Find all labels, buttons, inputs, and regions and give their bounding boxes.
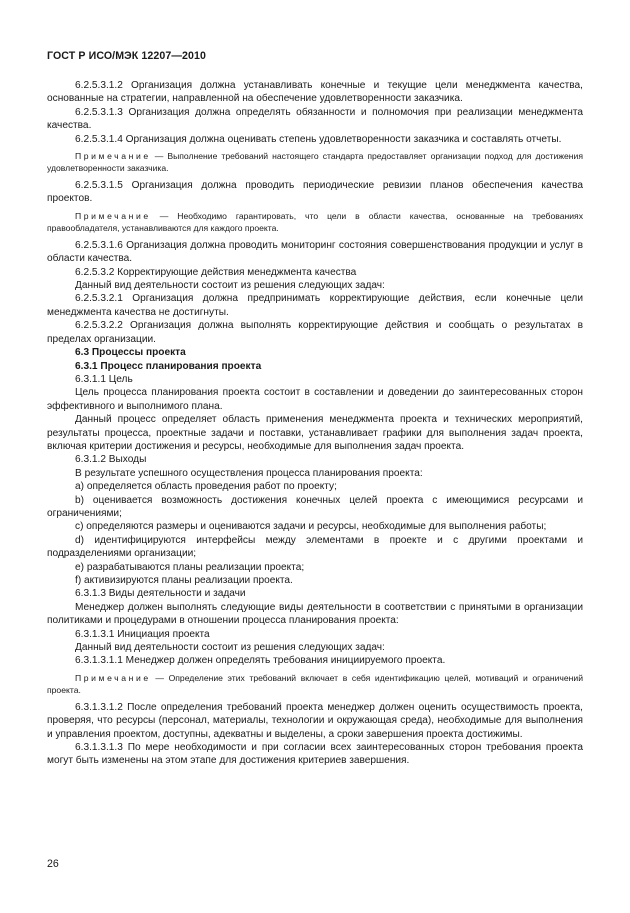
list-item: c) определяются размеры и оцениваются задачи и ресурсы, необходимые для выполнения работы;	[75, 521, 547, 533]
list-item: b) оценивается возможность достижения конечных целей проекта с имеющимися ресурсами и ограничениями;	[47, 494, 583, 519]
paragraph: 6.3.1.3.1.2 После определения требований проекта менеджер должен оценить осуществимость проекта, проверяя, что ресурсы (персонал, материалы, технологии и окружающая среда), необходимые для выполнения и управления проектом, доступны, адекватны и выделены, а сроки завершения проекта достижимы.	[47, 701, 583, 740]
list-item: f) активизируются планы реализации проекта.	[75, 575, 293, 586]
list-item: d) идентифицируются интерфейсы между элементами в проекте и с другими проектами и подразделениями организации;	[47, 534, 583, 560]
paragraph: 6.2.5.3.1.2 Организация должна устанавливать конечные и текущие цели менеджмента качества, основанные на стратегии, направленной на обеспечение удовлетворенности заказчика.	[47, 80, 583, 105]
note-text: — Выполнение требований настоящего стандарта предоставляет организации подход для достижения удовлетворенности заказчика.	[47, 151, 583, 174]
list-item: e) разрабатываются планы реализации проекта;	[75, 561, 305, 573]
note-label: Примечание	[75, 151, 151, 162]
paragraph: 6.2.5.3.1.4 Организация должна оценивать степень удовлетворенности заказчика и составлять отчеты.	[75, 133, 562, 145]
subsection-heading: 6.3.1 Процесс планирования проекта	[75, 360, 262, 372]
note	[47, 150, 583, 174]
note	[47, 210, 583, 234]
paragraph: 6.2.5.3.2 Корректирующие действия менеджмента качества	[75, 266, 357, 278]
paragraph: 6.3.1.3 Виды деятельности и задачи	[75, 588, 246, 600]
paragraph: 6.2.5.3.1.3 Организация должна определять обязанности и полномочия при реализации менеджмента качества.	[47, 106, 583, 132]
paragraph: 6.2.5.3.1.5 Организация должна проводить периодические ревизии планов обеспечения качества проектов.	[47, 180, 583, 205]
page-number: 26	[47, 858, 59, 870]
paragraph: Менеджер должен выполнять следующие виды деятельности в соответствии с принятыми в организации политиками и процедурами в отношении процесса планирования проекта:	[47, 601, 583, 627]
list-item: a) определяется область проведения работ по проекту;	[75, 481, 337, 493]
note	[47, 672, 583, 696]
paragraph: Цель процесса планирования проекта состоит в составлении и доведении до заинтересованных сторон эффективного и выполнимого плана.	[47, 387, 583, 412]
paragraph: Данный вид деятельности состоит из решения следующих задач:	[75, 280, 385, 292]
note-text: — Необходимо гарантировать, что цели в области качества, основанные на требованиях правообладателя, устанавливаются для каждого проекта.	[47, 210, 583, 233]
note-label: Примечание	[75, 672, 151, 683]
document-body	[47, 79, 583, 768]
paragraph: 6.2.5.3.2.1 Организация должна предпринимать корректирующие действия, если конечные цели менеджмента качества не достигнуты.	[47, 293, 583, 318]
paragraph: 6.3.1.1 Цель	[75, 373, 133, 385]
note-label: Примечание	[75, 210, 151, 221]
paragraph: 6.2.5.3.1.6 Организация должна проводить мониторинг состояния совершенствования продукции и услуг в области качества.	[47, 239, 583, 265]
section-heading: 6.3 Процессы проекта	[75, 347, 186, 359]
paragraph: 6.3.1.3.1 Инициация проекта	[75, 628, 210, 640]
paragraph: 6.3.1.3.1.1 Менеджер должен определять требования инициируемого проекта.	[75, 655, 446, 667]
paragraph: Данный вид деятельности состоит из решения следующих задач:	[75, 642, 385, 654]
paragraph: 6.3.1.3.1.3 По мере необходимости и при согласии всех заинтересованных сторон требования проекта могут быть изменены на этом этапе для достижения критериев завершения.	[47, 742, 583, 767]
paragraph: Данный процесс определяет область применения менеджмента проекта и технических мероприятий, результаты процесса, проектные задачи и поставки, устанавливает графики для выполнения задач проекта, включая критерии достижения и ресурсы, необходимые для выполнения задач проекта.	[47, 414, 583, 452]
paragraph: В результате успешного осуществления процесса планирования проекта:	[75, 467, 423, 479]
note-text: — Определение этих требований включает в себя идентификацию целей, мотиваций и ограничений проекта.	[47, 672, 583, 695]
document-header: ГОСТ Р ИСО/МЭК 12207—2010	[47, 50, 206, 62]
paragraph: 6.3.1.2 Выходы	[75, 454, 147, 466]
paragraph: 6.2.5.3.2.2 Организация должна выполнять корректирующие действия и сообщать о результатах в пределах организации.	[47, 320, 583, 345]
